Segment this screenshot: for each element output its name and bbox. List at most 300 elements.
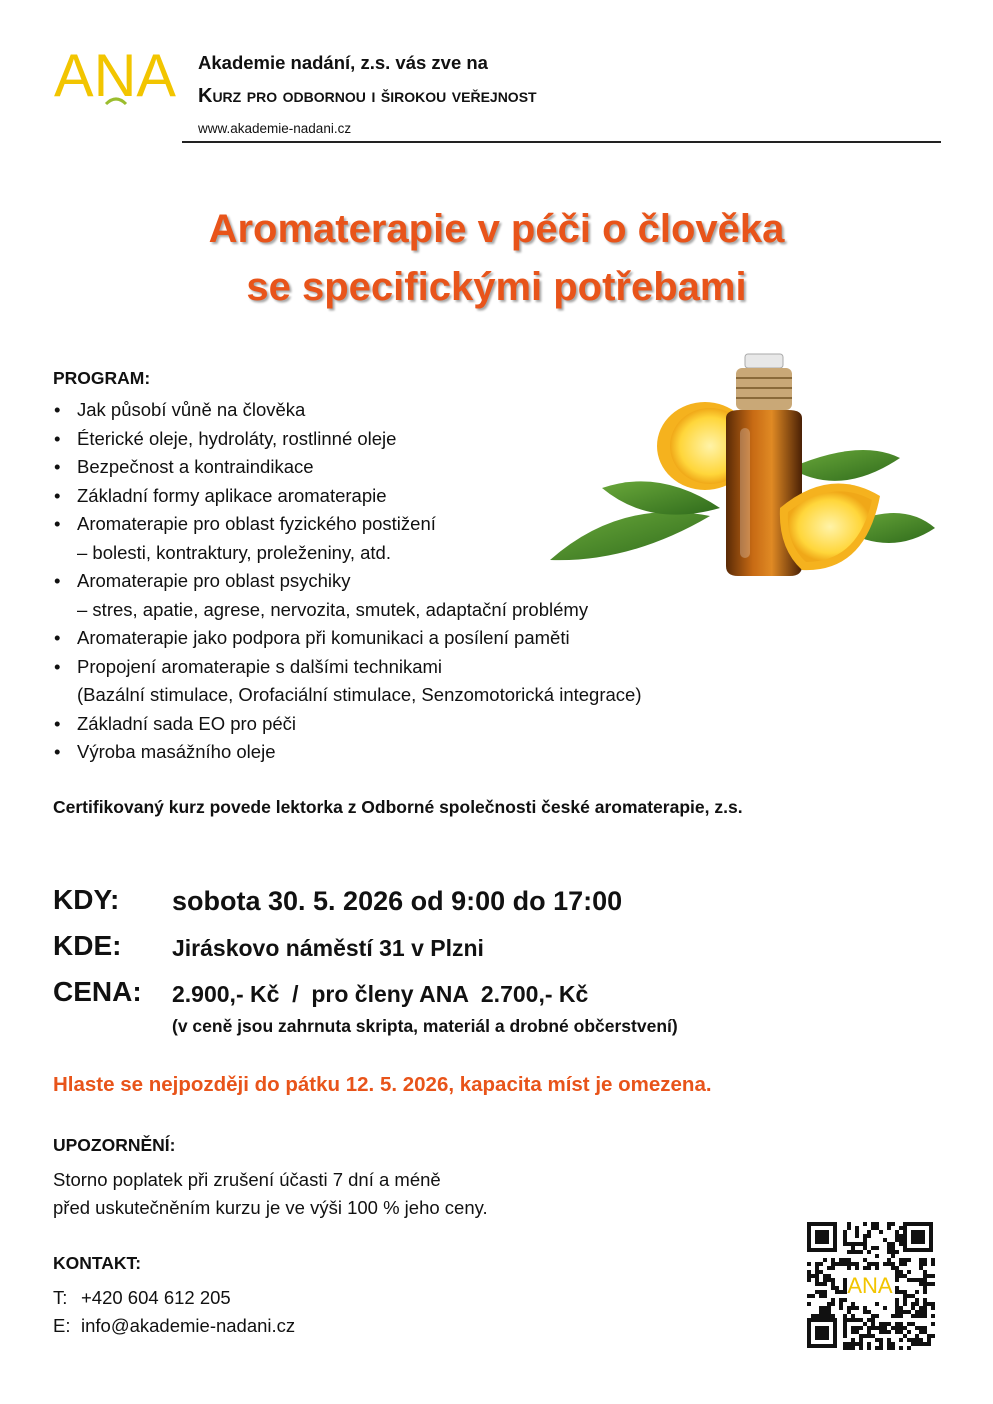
qr-module bbox=[919, 1310, 923, 1314]
qr-module bbox=[807, 1274, 811, 1278]
when-value: sobota 30. 5. 2026 od 9:00 do 17:00 bbox=[172, 886, 623, 916]
qr-module bbox=[815, 1278, 819, 1282]
qr-module bbox=[823, 1282, 827, 1286]
qr-module bbox=[923, 1258, 927, 1262]
qr-module bbox=[887, 1242, 891, 1246]
price-note: (v ceně jsou zahrnuta skripta, materiál a drobné občerstvení) bbox=[172, 1016, 678, 1036]
qr-module bbox=[843, 1322, 847, 1326]
qr-module bbox=[895, 1266, 899, 1270]
qr-module bbox=[847, 1342, 851, 1346]
qr-module bbox=[923, 1262, 927, 1266]
qr-module bbox=[895, 1298, 899, 1302]
qr-module bbox=[879, 1338, 883, 1342]
qr-module bbox=[899, 1238, 903, 1242]
email-label: E: bbox=[53, 1315, 71, 1336]
qr-module bbox=[891, 1342, 895, 1346]
qr-module bbox=[859, 1242, 863, 1246]
qr-module bbox=[823, 1294, 827, 1298]
qr-module bbox=[847, 1226, 851, 1230]
qr-module bbox=[899, 1314, 903, 1318]
qr-module bbox=[807, 1278, 811, 1282]
qr-module bbox=[847, 1222, 851, 1226]
qr-module bbox=[919, 1326, 923, 1330]
qr-module bbox=[839, 1290, 843, 1294]
qr-module bbox=[831, 1298, 835, 1302]
qr-module bbox=[883, 1238, 887, 1242]
qr-module bbox=[855, 1266, 859, 1270]
qr-module bbox=[843, 1262, 847, 1266]
qr-module bbox=[855, 1226, 859, 1230]
qr-module bbox=[915, 1334, 919, 1338]
qr-module bbox=[863, 1322, 867, 1326]
qr-module bbox=[843, 1258, 847, 1262]
qr-module bbox=[895, 1274, 899, 1278]
qr-module bbox=[843, 1334, 847, 1338]
qr-module bbox=[887, 1246, 891, 1250]
phone-number[interactable]: +420 604 612 205 bbox=[81, 1287, 231, 1308]
qr-module bbox=[843, 1342, 847, 1346]
contact-phone bbox=[53, 1287, 231, 1309]
phone-label: T: bbox=[53, 1287, 68, 1308]
qr-module bbox=[827, 1306, 831, 1310]
warning-line-2: před uskutečněním kurzu je ve výši 100 % jeho ceny. bbox=[53, 1197, 488, 1218]
qr-module bbox=[839, 1306, 843, 1310]
program-item-sub: – stres, apatie, agrese, nervozita, smutek, adaptační problémy bbox=[77, 598, 589, 620]
ana-logo-text: ANA bbox=[54, 44, 176, 106]
qr-module bbox=[851, 1302, 855, 1306]
qr-module bbox=[859, 1334, 863, 1338]
qr-module bbox=[931, 1274, 935, 1278]
contact-heading: KONTAKT: bbox=[53, 1253, 142, 1273]
qr-module bbox=[827, 1314, 831, 1318]
qr-module bbox=[819, 1294, 823, 1298]
qr-module bbox=[819, 1306, 823, 1310]
qr-module bbox=[899, 1270, 903, 1274]
qr-module bbox=[891, 1250, 895, 1254]
qr-module bbox=[863, 1234, 867, 1238]
qr-module bbox=[899, 1338, 903, 1342]
qr-module bbox=[847, 1266, 851, 1270]
qr-module bbox=[855, 1318, 859, 1322]
qr-module bbox=[923, 1306, 927, 1310]
qr-module bbox=[911, 1322, 915, 1326]
where-value: Jiráskovo náměstí 31 v Plzni bbox=[172, 935, 484, 961]
qr-module bbox=[915, 1278, 919, 1282]
qr-module bbox=[875, 1262, 879, 1266]
qr-module bbox=[823, 1306, 827, 1310]
qr-module bbox=[923, 1314, 927, 1318]
qr-module bbox=[855, 1306, 859, 1310]
qr-module bbox=[839, 1302, 843, 1306]
qr-module bbox=[895, 1286, 899, 1290]
program-item-sub: (Bazální stimulace, Orofaciální stimulace, Senzomotorická integrace) bbox=[77, 684, 642, 705]
qr-module bbox=[887, 1226, 891, 1230]
program-item bbox=[53, 624, 642, 653]
qr-module bbox=[863, 1266, 867, 1270]
qr-code-icon[interactable] bbox=[805, 1220, 935, 1350]
qr-module bbox=[903, 1326, 907, 1330]
qr-module bbox=[923, 1290, 927, 1294]
program-item bbox=[53, 738, 642, 767]
program-item-text: Bezpečnost a kontraindikace bbox=[77, 456, 314, 477]
qr-module bbox=[899, 1306, 903, 1310]
where-label: KDE: bbox=[53, 930, 122, 961]
qr-module bbox=[899, 1322, 903, 1326]
qr-module bbox=[903, 1274, 907, 1278]
qr-module bbox=[831, 1262, 835, 1266]
qr-module bbox=[867, 1326, 871, 1330]
qr-module bbox=[859, 1318, 863, 1322]
qr-module bbox=[931, 1334, 935, 1338]
qr-module bbox=[819, 1290, 823, 1294]
qr-module bbox=[875, 1226, 879, 1230]
qr-module bbox=[851, 1346, 855, 1350]
qr-module bbox=[815, 1282, 819, 1286]
qr-module bbox=[903, 1302, 907, 1306]
qr-module bbox=[807, 1262, 811, 1266]
qr-module bbox=[855, 1242, 859, 1246]
qr-module bbox=[871, 1334, 875, 1338]
qr-module bbox=[903, 1262, 907, 1266]
qr-module bbox=[847, 1242, 851, 1246]
qr-module bbox=[911, 1306, 915, 1310]
qr-module bbox=[851, 1330, 855, 1334]
qr-module bbox=[887, 1222, 891, 1226]
title-line-2: se specifickými potřebami bbox=[246, 265, 747, 309]
program-item-text: Éterické oleje, hydroláty, rostlinné oleje bbox=[77, 427, 397, 449]
qr-module bbox=[855, 1342, 859, 1346]
qr-module bbox=[831, 1266, 835, 1270]
qr-module bbox=[871, 1322, 875, 1326]
qr-module bbox=[903, 1334, 907, 1338]
qr-module bbox=[815, 1270, 819, 1274]
program-item-text: Aromaterapie jako podpora při komunikaci a posílení paměti bbox=[77, 627, 570, 648]
qr-module bbox=[815, 1266, 819, 1270]
qr-module bbox=[927, 1342, 931, 1346]
qr-module bbox=[891, 1222, 895, 1226]
qr-module bbox=[819, 1262, 823, 1266]
qr-module bbox=[847, 1318, 851, 1322]
qr-module bbox=[915, 1298, 919, 1302]
qr-module bbox=[851, 1306, 855, 1310]
program-item-text: Základní formy aplikace aromaterapie bbox=[77, 484, 387, 506]
qr-module bbox=[899, 1326, 903, 1330]
qr-module bbox=[823, 1278, 827, 1282]
qr-module bbox=[851, 1314, 855, 1318]
qr-module bbox=[907, 1338, 911, 1342]
qr-module bbox=[919, 1342, 923, 1346]
qr-module bbox=[887, 1346, 891, 1350]
qr-module bbox=[919, 1306, 923, 1310]
qr-module bbox=[891, 1346, 895, 1350]
program-item-text: Jak působí vůně na člověka bbox=[77, 399, 306, 420]
qr-module bbox=[931, 1262, 935, 1266]
program-item-text: • Propojení aromaterapie s dalšími technikami bbox=[77, 655, 443, 677]
qr-module bbox=[923, 1282, 927, 1286]
qr-module bbox=[895, 1278, 899, 1282]
qr-module bbox=[875, 1222, 879, 1226]
qr-module bbox=[823, 1258, 827, 1262]
qr-module bbox=[843, 1238, 847, 1242]
qr-module bbox=[819, 1310, 823, 1314]
qr-module bbox=[911, 1278, 915, 1282]
qr-module bbox=[895, 1302, 899, 1306]
qr-module bbox=[923, 1302, 927, 1306]
qr-module bbox=[875, 1314, 879, 1318]
qr-module bbox=[815, 1274, 819, 1278]
qr-module bbox=[887, 1338, 891, 1342]
qr-module bbox=[919, 1278, 923, 1282]
qr-module bbox=[843, 1314, 847, 1318]
qr-module bbox=[927, 1338, 931, 1342]
qr-module bbox=[899, 1310, 903, 1314]
qr-module bbox=[903, 1298, 907, 1302]
program-item-text: • Aromaterapie pro oblast psychiky bbox=[77, 570, 351, 591]
email-address[interactable]: info@akademie-nadani.cz bbox=[81, 1315, 296, 1336]
qr-module bbox=[839, 1262, 843, 1266]
qr-module bbox=[847, 1250, 851, 1254]
qr-module bbox=[843, 1330, 847, 1334]
qr-module bbox=[863, 1222, 867, 1226]
qr-module bbox=[815, 1290, 819, 1294]
qr-module bbox=[867, 1266, 871, 1270]
qr-module bbox=[891, 1242, 895, 1246]
qr-module bbox=[827, 1310, 831, 1314]
qr-module bbox=[823, 1314, 827, 1318]
qr-module bbox=[851, 1326, 855, 1330]
price-value: 2.900,- Kč / pro členy ANA 2.700,- Kč bbox=[172, 981, 589, 1007]
qr-module bbox=[811, 1314, 815, 1318]
qr-module bbox=[827, 1266, 831, 1270]
qr-module bbox=[867, 1250, 871, 1254]
qr-module bbox=[891, 1246, 895, 1250]
qr-module bbox=[851, 1246, 855, 1250]
certified-note: Certifikovaný kurz povede lektorka z Odborné společnosti české aromaterapie, z.s. bbox=[53, 797, 743, 817]
qr-logo-text: ANA bbox=[847, 1273, 893, 1298]
qr-module bbox=[879, 1230, 883, 1234]
qr-module bbox=[883, 1330, 887, 1334]
qr-module bbox=[863, 1306, 867, 1310]
qr-module bbox=[895, 1270, 899, 1274]
qr-module bbox=[831, 1286, 835, 1290]
qr-module bbox=[831, 1302, 835, 1306]
qr-module bbox=[843, 1242, 847, 1246]
qr-module bbox=[923, 1330, 927, 1334]
qr-module bbox=[831, 1258, 835, 1262]
qr-module bbox=[807, 1294, 811, 1298]
program-item-text: • Aromaterapie pro oblast fyzického postižení bbox=[77, 513, 436, 534]
qr-module bbox=[827, 1278, 831, 1282]
qr-module bbox=[855, 1330, 859, 1334]
qr-module bbox=[887, 1342, 891, 1346]
qr-module bbox=[823, 1310, 827, 1314]
program-item-sub: – bolesti, kontraktury, proleženiny, atd. bbox=[77, 541, 391, 563]
qr-module bbox=[851, 1262, 855, 1266]
qr-module bbox=[867, 1334, 871, 1338]
qr-module bbox=[887, 1262, 891, 1266]
qr-module bbox=[867, 1318, 871, 1322]
qr-module bbox=[871, 1262, 875, 1266]
qr-module bbox=[843, 1234, 847, 1238]
qr-module bbox=[851, 1338, 855, 1342]
warning-text bbox=[53, 1166, 488, 1222]
qr-module bbox=[875, 1246, 879, 1250]
qr-module bbox=[931, 1282, 935, 1286]
qr-module bbox=[891, 1314, 895, 1318]
qr-module bbox=[907, 1330, 911, 1334]
page-title bbox=[0, 200, 993, 316]
program-item-text: Výroba masážního oleje bbox=[77, 741, 276, 762]
qr-module bbox=[855, 1234, 859, 1238]
qr-module bbox=[891, 1266, 895, 1270]
qr-module bbox=[847, 1258, 851, 1262]
qr-module bbox=[883, 1262, 887, 1266]
qr-module bbox=[895, 1314, 899, 1318]
title-line-1: Aromaterapie v péči o člověka bbox=[208, 207, 785, 251]
qr-module bbox=[871, 1222, 875, 1226]
qr-module bbox=[875, 1338, 879, 1342]
qr-module bbox=[895, 1250, 899, 1254]
qr-module bbox=[879, 1326, 883, 1330]
qr-module bbox=[887, 1322, 891, 1326]
qr-module bbox=[915, 1310, 919, 1314]
qr-module bbox=[907, 1278, 911, 1282]
qr-module bbox=[807, 1270, 811, 1274]
qr-module bbox=[883, 1306, 887, 1310]
qr-module bbox=[887, 1258, 891, 1262]
qr-module bbox=[927, 1282, 931, 1286]
qr-module bbox=[911, 1314, 915, 1318]
qr-module bbox=[843, 1326, 847, 1330]
qr-module bbox=[827, 1274, 831, 1278]
qr-module bbox=[851, 1342, 855, 1346]
qr-module bbox=[899, 1226, 903, 1230]
qr-module bbox=[855, 1326, 859, 1330]
qr-module bbox=[843, 1346, 847, 1350]
qr-module bbox=[895, 1306, 899, 1310]
qr-module bbox=[871, 1326, 875, 1330]
qr-module bbox=[863, 1246, 867, 1250]
program-item-text: Základní sada EO pro péči bbox=[77, 712, 297, 734]
qr-module bbox=[855, 1262, 859, 1266]
qr-module bbox=[923, 1270, 927, 1274]
qr-module bbox=[843, 1230, 847, 1234]
qr-module bbox=[915, 1342, 919, 1346]
qr-module bbox=[851, 1242, 855, 1246]
qr-module bbox=[903, 1310, 907, 1314]
essential-oil-bottle-with-lemon-photo bbox=[540, 348, 940, 588]
qr-module bbox=[899, 1290, 903, 1294]
qr-module bbox=[923, 1278, 927, 1282]
qr-module bbox=[819, 1270, 823, 1274]
qr-module bbox=[863, 1238, 867, 1242]
warning-heading: UPOZORNĚNÍ: bbox=[53, 1135, 176, 1155]
qr-module bbox=[831, 1278, 835, 1282]
qr-module bbox=[899, 1262, 903, 1266]
qr-module bbox=[899, 1274, 903, 1278]
qr-module bbox=[847, 1306, 851, 1310]
qr-module bbox=[887, 1250, 891, 1254]
qr-module bbox=[811, 1274, 815, 1278]
qr-module bbox=[863, 1242, 867, 1246]
qr-module bbox=[899, 1258, 903, 1262]
qr-module bbox=[895, 1290, 899, 1294]
qr-module bbox=[891, 1326, 895, 1330]
qr-module bbox=[895, 1326, 899, 1330]
qr-module bbox=[899, 1346, 903, 1350]
qr-module bbox=[855, 1250, 859, 1254]
program-item bbox=[53, 710, 642, 739]
qr-module bbox=[807, 1302, 811, 1306]
qr-module bbox=[863, 1310, 867, 1314]
qr-module bbox=[827, 1302, 831, 1306]
qr-module bbox=[855, 1230, 859, 1234]
qr-module bbox=[879, 1346, 883, 1350]
qr-module bbox=[907, 1346, 911, 1350]
qr-module bbox=[923, 1286, 927, 1290]
qr-module bbox=[875, 1346, 879, 1350]
when-label: KDY: bbox=[53, 884, 120, 915]
qr-module bbox=[895, 1230, 899, 1234]
qr-module bbox=[927, 1302, 931, 1306]
qr-module bbox=[923, 1274, 927, 1278]
qr-module bbox=[927, 1274, 931, 1278]
qr-module bbox=[875, 1302, 879, 1306]
qr-module bbox=[867, 1310, 871, 1314]
contact-email bbox=[53, 1315, 295, 1337]
qr-module bbox=[891, 1262, 895, 1266]
qr-module bbox=[899, 1330, 903, 1334]
header-course-type: Kurz pro odbornou i širokou veřejnost bbox=[198, 85, 537, 107]
qr-module bbox=[919, 1258, 923, 1262]
qr-module bbox=[903, 1258, 907, 1262]
qr-module bbox=[883, 1326, 887, 1330]
qr-module bbox=[931, 1322, 935, 1326]
qr-module bbox=[871, 1246, 875, 1250]
qr-module bbox=[895, 1238, 899, 1242]
qr-module bbox=[915, 1290, 919, 1294]
qr-module bbox=[851, 1318, 855, 1322]
qr-module bbox=[903, 1294, 907, 1298]
qr-module bbox=[823, 1274, 827, 1278]
qr-module bbox=[911, 1338, 915, 1342]
qr-module bbox=[839, 1298, 843, 1302]
qr-module bbox=[931, 1258, 935, 1262]
qr-module bbox=[847, 1346, 851, 1350]
qr-module bbox=[859, 1326, 863, 1330]
header-website[interactable]: www.akademie-nadani.cz bbox=[198, 121, 352, 136]
qr-module bbox=[871, 1314, 875, 1318]
header-invite: Akademie nadání, z.s. vás zve na bbox=[198, 52, 488, 73]
qr-module bbox=[931, 1302, 935, 1306]
qr-module bbox=[911, 1294, 915, 1298]
qr-module bbox=[891, 1254, 895, 1258]
qr-module bbox=[875, 1326, 879, 1330]
qr-module bbox=[895, 1310, 899, 1314]
qr-module bbox=[879, 1342, 883, 1346]
qr-module bbox=[847, 1310, 851, 1314]
qr-module bbox=[859, 1250, 863, 1254]
qr-module bbox=[919, 1314, 923, 1318]
qr-module bbox=[911, 1342, 915, 1346]
qr-module bbox=[899, 1234, 903, 1238]
qr-module bbox=[907, 1322, 911, 1326]
qr-module bbox=[815, 1314, 819, 1318]
qr-module bbox=[839, 1258, 843, 1262]
qr-module bbox=[879, 1322, 883, 1326]
program-heading: PROGRAM: bbox=[53, 368, 151, 388]
qr-module bbox=[835, 1262, 839, 1266]
